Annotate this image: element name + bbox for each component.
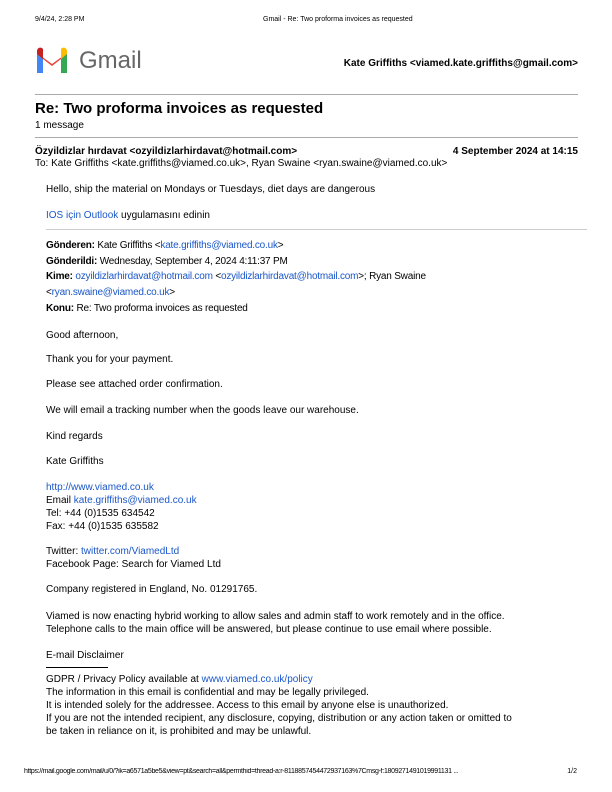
print-title: Gmail - Re: Two proforma invoices as requested: [263, 16, 413, 23]
email-link[interactable]: ozyildizlarhirdavat@hotmail.com: [75, 271, 213, 282]
page-number: 1/2: [567, 768, 577, 775]
paragraph: Thank you for your payment.: [46, 354, 174, 365]
message-count: 1 message: [35, 120, 84, 131]
email-link[interactable]: ryan.swaine@viamed.co.uk: [51, 287, 170, 298]
website-link[interactable]: http://www.viamed.co.uk: [46, 482, 154, 493]
signature-facebook: Facebook Page: Search for Viamed Ltd: [46, 559, 221, 570]
gmail-wordmark: Gmail: [79, 47, 142, 74]
print-datetime: 9/4/24, 2:28 PM: [35, 16, 85, 23]
signature-name: Kate Griffiths: [46, 456, 104, 467]
outlook-line: IOS için Outlook uygulamasını edinin: [46, 210, 210, 221]
greeting: Good afternoon,: [46, 330, 119, 341]
account-label: Kate Griffiths <viamed.kate.griffiths@gmail.com>: [343, 58, 578, 69]
quoted-from: Gönderen: Kate Griffiths <kate.griffiths@viamed.co.uk>: [46, 240, 284, 251]
quoted-to-cont: <ryan.swaine@viamed.co.uk>: [46, 287, 175, 298]
company-info: Company registered in England, No. 01291765.: [46, 584, 258, 595]
email-link[interactable]: ozyildizlarhirdavat@hotmail.com: [220, 271, 359, 282]
recipients: To: Kate Griffiths <kate.griffiths@viamed.co.uk>, Ryan Swaine <ryan.swaine@viamed.co.uk>: [35, 158, 448, 169]
quoted-sent: Gönderildi: Wednesday, September 4, 2024 4:11:37 PM: [46, 256, 288, 267]
gmail-logo-icon: [35, 47, 69, 78]
email-link[interactable]: kate.griffiths@viamed.co.uk: [73, 495, 197, 506]
email-link[interactable]: kate.griffiths@viamed.co.uk: [160, 240, 278, 251]
hybrid-notice: Viamed is now enacting hybrid working to allow sales and admin staff to work remotely and in the office.: [46, 611, 505, 622]
paragraph: We will email a tracking number when the goods leave our warehouse.: [46, 405, 359, 416]
gdpr-line: GDPR / Privacy Policy available at www.viamed.co.uk/policy: [46, 674, 313, 685]
body-line: Hello, ship the material on Mondays or Tuesdays, diet days are dangerous: [46, 184, 376, 195]
signature-twitter: Twitter: twitter.com/ViamedLtd: [46, 546, 180, 557]
paragraph: Please see attached order confirmation.: [46, 379, 223, 390]
outlook-link[interactable]: IOS için Outlook: [46, 210, 119, 221]
disclaimer-text: The information in this email is confidential and may be legally privileged.: [46, 687, 369, 698]
hybrid-notice: Telephone calls to the main office will be answered, but please continue to use email where possible.: [46, 624, 492, 635]
disclaimer-text: If you are not the intended recipient, any disclosure, copying, distribution or any action taken or omitted to: [46, 713, 512, 724]
signature-email: Email kate.griffiths@viamed.co.uk: [46, 495, 197, 506]
sender: Özyildizlar hırdavat <ozyildizlarhirdavat@hotmail.com>: [35, 146, 298, 157]
quoted-subject: Konu: Re: Two proforma invoices as requested: [46, 303, 248, 314]
quoted-to: Kime: ozyildizlarhirdavat@hotmail.com <ozyildizlarhirdavat@hotmail.com>; Ryan Swaine: [46, 271, 426, 282]
thread-subject: Re: Two proforma invoices as requested: [35, 100, 324, 117]
regards: Kind regards: [46, 431, 103, 442]
print-url: https://mail.google.com/mail/u/0/?ik=a6571a5be5&view=pt&search=all&permthid=thread-a:r-8118857454472937163%7Cmsg-f:1809271491019991131 ...: [24, 768, 459, 775]
signature-fax: Fax: +44 (0)1535 635582: [46, 521, 159, 532]
twitter-link[interactable]: twitter.com/ViamedLtd: [81, 546, 180, 557]
disclaimer-title: E-mail Disclaimer: [46, 650, 124, 661]
disclaimer-text: It is intended solely for the addressee. Access to this email by anyone else is unauthorized.: [46, 700, 449, 711]
policy-link[interactable]: www.viamed.co.uk/policy: [201, 674, 313, 685]
message-date: 4 September 2024 at 14:15: [452, 146, 578, 157]
disclaimer-text: be taken in reliance on it, is prohibited and may be unlawful.: [46, 726, 312, 737]
signature-tel: Tel: +44 (0)1535 634542: [46, 508, 155, 519]
